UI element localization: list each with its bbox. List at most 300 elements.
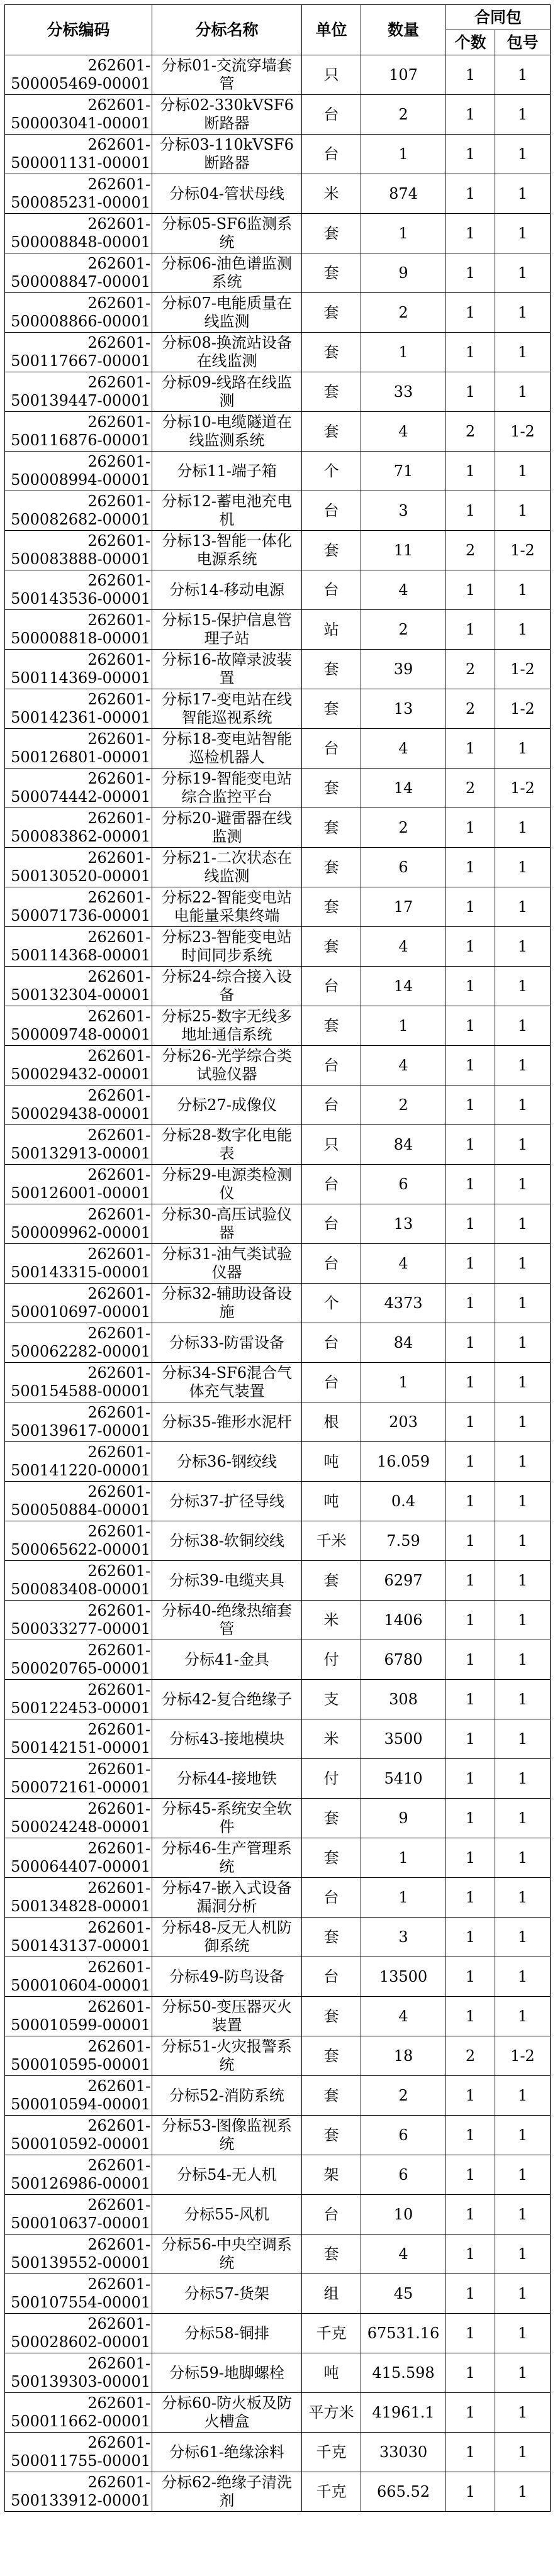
quantity-cell: 0.4 bbox=[361, 1482, 446, 1521]
quantity-cell: 39 bbox=[361, 650, 446, 689]
lot-code-suffix: 500008818-00001 bbox=[11, 630, 150, 647]
lot-code-suffix: 500071736-00001 bbox=[11, 907, 150, 924]
lot-code-suffix: 500085231-00001 bbox=[11, 194, 150, 211]
lot-code-prefix: 262601- bbox=[87, 2473, 150, 2491]
package-number-cell: 1 bbox=[495, 2274, 551, 2314]
lot-name-cell: 分标41-金具 bbox=[152, 1640, 302, 1680]
quantity-cell: 84 bbox=[361, 1323, 446, 1363]
package-count-cell: 1 bbox=[446, 372, 495, 412]
table-row bbox=[5, 1323, 551, 1363]
lot-code-prefix: 262601- bbox=[87, 2394, 150, 2412]
lot-code-prefix: 262601- bbox=[87, 1523, 150, 1540]
lot-code-cell bbox=[5, 887, 152, 927]
lot-code-suffix: 500139552-00001 bbox=[11, 2254, 150, 2272]
package-count-cell: 1 bbox=[446, 55, 495, 95]
lot-code-suffix: 500020765-00001 bbox=[11, 1660, 150, 1677]
lot-code-suffix: 500003041-00001 bbox=[11, 114, 150, 132]
package-count-cell: 2 bbox=[446, 2036, 495, 2076]
lot-name-cell: 分标43-接地模块 bbox=[152, 1719, 302, 1759]
unit-cell: 千克 bbox=[302, 2433, 361, 2472]
lot-code-cell bbox=[5, 1719, 152, 1759]
unit-cell: 台 bbox=[302, 729, 361, 769]
unit-cell: 台 bbox=[302, 1323, 361, 1363]
package-number-cell: 1 bbox=[495, 2195, 551, 2235]
lot-code-suffix: 500154588-00001 bbox=[11, 1382, 150, 1400]
unit-cell: 台 bbox=[302, 1363, 361, 1402]
package-count-cell: 1 bbox=[446, 1125, 495, 1165]
quantity-cell: 3500 bbox=[361, 1719, 446, 1759]
table-row bbox=[5, 1244, 551, 1284]
package-count-cell: 1 bbox=[446, 1244, 495, 1284]
package-count-cell: 1 bbox=[446, 848, 495, 887]
package-count-cell: 1 bbox=[446, 1284, 495, 1323]
lot-name-cell: 分标44-接地铁 bbox=[152, 1759, 302, 1799]
package-number-cell: 1 bbox=[495, 1521, 551, 1561]
lot-code-suffix: 500143137-00001 bbox=[11, 1937, 150, 1955]
unit-cell: 台 bbox=[302, 1244, 361, 1284]
lot-code-prefix: 262601- bbox=[87, 1364, 150, 1382]
lot-code-cell bbox=[5, 1997, 152, 2036]
package-count-cell: 1 bbox=[446, 2314, 495, 2353]
quantity-cell: 33030 bbox=[361, 2433, 446, 2472]
lot-code-prefix: 262601- bbox=[87, 294, 150, 312]
package-number-cell: 1 bbox=[495, 1640, 551, 1680]
unit-cell: 站 bbox=[302, 610, 361, 650]
lot-name-cell: 分标50-变压器灭火装置 bbox=[152, 1997, 302, 2036]
lot-table bbox=[4, 4, 551, 2512]
package-number-cell: 1 bbox=[495, 1918, 551, 1957]
lot-code-prefix: 262601- bbox=[87, 849, 150, 867]
lot-code-prefix: 262601- bbox=[87, 1166, 150, 1184]
lot-code-prefix: 262601- bbox=[87, 334, 150, 352]
lot-code-cell bbox=[5, 1838, 152, 1878]
unit-cell: 套 bbox=[302, 372, 361, 412]
lot-name-cell: 分标17-变电站在线智能巡视系统 bbox=[152, 689, 302, 729]
quantity-cell: 7.59 bbox=[361, 1521, 446, 1561]
lot-name-cell: 分标14-移动电源 bbox=[152, 570, 302, 610]
unit-cell: 套 bbox=[302, 769, 361, 808]
table-row bbox=[5, 1085, 551, 1125]
package-count-cell: 2 bbox=[446, 650, 495, 689]
package-count-cell: 1 bbox=[446, 1918, 495, 1957]
package-count-cell: 1 bbox=[446, 1799, 495, 1838]
unit-cell: 台 bbox=[302, 135, 361, 174]
package-count-cell: 1 bbox=[446, 1085, 495, 1125]
lot-name-cell: 分标30-高压试验仪器 bbox=[152, 1204, 302, 1244]
lot-name-cell: 分标22-智能变电站电能量采集终端 bbox=[152, 887, 302, 927]
package-number-cell: 1 bbox=[495, 135, 551, 174]
quantity-cell: 6780 bbox=[361, 1640, 446, 1680]
quantity-cell: 1 bbox=[361, 1363, 446, 1402]
package-number-cell: 1-2 bbox=[495, 769, 551, 808]
quantity-cell: 33 bbox=[361, 372, 446, 412]
package-count-cell: 1 bbox=[446, 1323, 495, 1363]
lot-code-cell bbox=[5, 769, 152, 808]
package-number-cell: 1 bbox=[495, 729, 551, 769]
table-row bbox=[5, 967, 551, 1006]
package-count-cell: 1 bbox=[446, 95, 495, 135]
lot-code-suffix: 500008866-00001 bbox=[11, 313, 150, 330]
lot-code-prefix: 262601- bbox=[87, 96, 150, 114]
lot-code-suffix: 500117667-00001 bbox=[11, 352, 150, 370]
unit-cell: 只 bbox=[302, 55, 361, 95]
table-row bbox=[5, 2116, 551, 2155]
package-count-cell: 1 bbox=[446, 2274, 495, 2314]
package-count-cell: 2 bbox=[446, 412, 495, 452]
unit-cell: 付 bbox=[302, 1640, 361, 1680]
package-number-cell: 1 bbox=[495, 1402, 551, 1442]
package-number-cell: 1 bbox=[495, 927, 551, 967]
lot-code-prefix: 262601- bbox=[87, 928, 150, 946]
package-count-cell: 1 bbox=[446, 1561, 495, 1601]
package-count-cell: 1 bbox=[446, 2195, 495, 2235]
quantity-cell: 6 bbox=[361, 1165, 446, 1204]
lot-code-prefix: 262601- bbox=[87, 2355, 150, 2372]
lot-name-cell: 分标11-端子箱 bbox=[152, 452, 302, 491]
lot-code-suffix: 500126801-00001 bbox=[11, 748, 150, 766]
lot-code-prefix: 262601- bbox=[87, 175, 150, 193]
table-row bbox=[5, 1521, 551, 1561]
unit-cell: 个 bbox=[302, 452, 361, 491]
lot-name-cell: 分标02-330kVSF6断路器 bbox=[152, 95, 302, 135]
lot-code-suffix: 500029438-00001 bbox=[11, 1105, 150, 1123]
package-count-cell: 1 bbox=[446, 2353, 495, 2393]
package-count-cell: 1 bbox=[446, 1165, 495, 1204]
quantity-cell: 4 bbox=[361, 2235, 446, 2274]
lot-code-cell bbox=[5, 1918, 152, 1957]
package-number-cell: 1 bbox=[495, 2433, 551, 2472]
table-row bbox=[5, 650, 551, 689]
unit-cell: 台 bbox=[302, 967, 361, 1006]
package-number-cell: 1 bbox=[495, 253, 551, 293]
lot-name-cell: 分标05-SF6监测系统 bbox=[152, 214, 302, 253]
lot-code-prefix: 262601- bbox=[87, 532, 150, 550]
lot-code-suffix: 500074442-00001 bbox=[11, 788, 150, 806]
quantity-cell: 4 bbox=[361, 570, 446, 610]
table-row bbox=[5, 2433, 551, 2472]
lot-name-cell: 分标31-油气类试验仪器 bbox=[152, 1244, 302, 1284]
package-count-cell: 1 bbox=[446, 1680, 495, 1719]
lot-code-cell bbox=[5, 2116, 152, 2155]
package-number-cell: 1 bbox=[495, 333, 551, 372]
table-row bbox=[5, 1165, 551, 1204]
quantity-cell: 665.52 bbox=[361, 2472, 446, 2512]
lot-code-cell bbox=[5, 1125, 152, 1165]
quantity-cell: 1 bbox=[361, 1006, 446, 1046]
lot-code-suffix: 500143315-00001 bbox=[11, 1263, 150, 1281]
package-count-cell: 1 bbox=[446, 2116, 495, 2155]
lot-code-cell bbox=[5, 1640, 152, 1680]
lot-code-cell bbox=[5, 1402, 152, 1442]
lot-code-cell bbox=[5, 1085, 152, 1125]
lot-code-cell bbox=[5, 293, 152, 333]
unit-cell: 只 bbox=[302, 1125, 361, 1165]
lot-code-cell bbox=[5, 2314, 152, 2353]
table-row bbox=[5, 1640, 551, 1680]
lot-code-cell bbox=[5, 1046, 152, 1085]
lot-code-prefix: 262601- bbox=[87, 1879, 150, 1897]
quantity-cell: 13 bbox=[361, 689, 446, 729]
lot-code-prefix: 262601- bbox=[87, 374, 150, 391]
lot-code-prefix: 262601- bbox=[87, 1404, 150, 1421]
package-number-cell: 1 bbox=[495, 1284, 551, 1323]
lot-code-cell bbox=[5, 531, 152, 570]
lot-name-cell: 分标47-嵌入式设备漏洞分析 bbox=[152, 1878, 302, 1918]
table-row bbox=[5, 1442, 551, 1482]
table-row bbox=[5, 2274, 551, 2314]
table-row bbox=[5, 174, 551, 214]
package-count-cell: 1 bbox=[446, 729, 495, 769]
package-count-cell: 1 bbox=[446, 2393, 495, 2433]
package-number-cell: 1 bbox=[495, 1561, 551, 1601]
lot-code-suffix: 500033277-00001 bbox=[11, 1620, 150, 1638]
lot-name-cell: 分标16-故障录波装置 bbox=[152, 650, 302, 689]
table-row bbox=[5, 2155, 551, 2195]
table-row bbox=[5, 412, 551, 452]
package-count-cell: 1 bbox=[446, 1442, 495, 1482]
quantity-cell: 107 bbox=[361, 55, 446, 95]
package-number-cell: 1-2 bbox=[495, 650, 551, 689]
lot-code-cell bbox=[5, 253, 152, 293]
unit-cell: 台 bbox=[302, 1165, 361, 1204]
package-number-cell: 1 bbox=[495, 491, 551, 531]
lot-code-prefix: 262601- bbox=[87, 2117, 150, 2135]
lot-code-suffix: 500001131-00001 bbox=[11, 154, 150, 172]
lot-code-prefix: 262601- bbox=[87, 1721, 150, 1738]
lot-code-cell bbox=[5, 412, 152, 452]
lot-code-cell bbox=[5, 848, 152, 887]
package-count-cell: 1 bbox=[446, 2235, 495, 2274]
package-number-cell: 1 bbox=[495, 2235, 551, 2274]
package-count-cell: 1 bbox=[446, 2155, 495, 2195]
unit-cell: 吨 bbox=[302, 1442, 361, 1482]
lot-code-cell bbox=[5, 174, 152, 214]
lot-code-cell bbox=[5, 2076, 152, 2116]
package-number-cell: 1 bbox=[495, 2155, 551, 2195]
table-row bbox=[5, 2195, 551, 2235]
table-row bbox=[5, 2314, 551, 2353]
lot-code-cell bbox=[5, 650, 152, 689]
table-header bbox=[5, 5, 551, 55]
lot-code-suffix: 500083862-00001 bbox=[11, 828, 150, 845]
lot-name-cell: 分标26-光学综合类试验仪器 bbox=[152, 1046, 302, 1085]
unit-cell: 套 bbox=[302, 2076, 361, 2116]
unit-cell: 吨 bbox=[302, 1482, 361, 1521]
table-row bbox=[5, 1878, 551, 1918]
package-count-cell: 1 bbox=[446, 570, 495, 610]
table-row bbox=[5, 1719, 551, 1759]
lot-code-suffix: 500011662-00001 bbox=[11, 2412, 150, 2430]
lot-name-cell: 分标04-管状母线 bbox=[152, 174, 302, 214]
table-row bbox=[5, 769, 551, 808]
lot-code-prefix: 262601- bbox=[87, 651, 150, 669]
lot-code-suffix: 500008994-00001 bbox=[11, 471, 150, 489]
lot-code-cell bbox=[5, 1680, 152, 1719]
table-row bbox=[5, 1204, 551, 1244]
lot-code-prefix: 262601- bbox=[87, 136, 150, 153]
lot-name-cell: 分标28-数字化电能表 bbox=[152, 1125, 302, 1165]
unit-cell: 套 bbox=[302, 253, 361, 293]
lot-code-cell bbox=[5, 2433, 152, 2472]
lot-code-cell bbox=[5, 2353, 152, 2393]
lot-name-cell: 分标38-软铜绞线 bbox=[152, 1521, 302, 1561]
package-number-cell: 1 bbox=[495, 1046, 551, 1085]
lot-name-cell: 分标33-防雷设备 bbox=[152, 1323, 302, 1363]
package-number-cell: 1 bbox=[495, 2472, 551, 2512]
package-count-cell: 1 bbox=[446, 1046, 495, 1085]
table-row bbox=[5, 55, 551, 95]
package-number-cell: 1 bbox=[495, 1838, 551, 1878]
quantity-cell: 18 bbox=[361, 2036, 446, 2076]
lot-code-cell bbox=[5, 689, 152, 729]
table-row bbox=[5, 1561, 551, 1601]
lot-code-suffix: 500139447-00001 bbox=[11, 392, 150, 409]
quantity-cell: 11 bbox=[361, 531, 446, 570]
unit-cell: 米 bbox=[302, 1601, 361, 1640]
table-row bbox=[5, 95, 551, 135]
table-row bbox=[5, 1402, 551, 1442]
lot-name-cell: 分标08-换流站设备在线监测 bbox=[152, 333, 302, 372]
header-quantity: 数量 bbox=[361, 5, 446, 55]
table-row bbox=[5, 531, 551, 570]
quantity-cell: 13500 bbox=[361, 1957, 446, 1997]
lot-code-prefix: 262601- bbox=[87, 1324, 150, 1342]
table-row bbox=[5, 2036, 551, 2076]
unit-cell: 台 bbox=[302, 1957, 361, 1997]
package-count-cell: 1 bbox=[446, 1402, 495, 1442]
table-row bbox=[5, 729, 551, 769]
lot-code-suffix: 500114368-00001 bbox=[11, 947, 150, 964]
lot-name-cell: 分标18-变电站智能巡检机器人 bbox=[152, 729, 302, 769]
unit-cell: 套 bbox=[302, 1918, 361, 1957]
lot-code-cell bbox=[5, 214, 152, 253]
lot-code-cell bbox=[5, 570, 152, 610]
lot-code-prefix: 262601- bbox=[87, 1206, 150, 1223]
lot-code-prefix: 262601- bbox=[87, 2236, 150, 2253]
unit-cell: 米 bbox=[302, 174, 361, 214]
lot-code-cell bbox=[5, 2274, 152, 2314]
unit-cell: 套 bbox=[302, 1997, 361, 2036]
lot-code-suffix: 500010592-00001 bbox=[11, 2135, 150, 2153]
package-number-cell: 1 bbox=[495, 1997, 551, 2036]
unit-cell: 个 bbox=[302, 1284, 361, 1323]
lot-code-prefix: 262601- bbox=[87, 1681, 150, 1699]
lot-name-cell: 分标25-数字无线多地址通信系统 bbox=[152, 1006, 302, 1046]
lot-code-cell bbox=[5, 2155, 152, 2195]
quantity-cell: 10 bbox=[361, 2195, 446, 2235]
lot-code-prefix: 262601- bbox=[87, 1800, 150, 1818]
unit-cell: 千克 bbox=[302, 2472, 361, 2512]
unit-cell: 台 bbox=[302, 95, 361, 135]
quantity-cell: 14 bbox=[361, 967, 446, 1006]
lot-name-cell: 分标27-成像仪 bbox=[152, 1085, 302, 1125]
package-count-cell: 1 bbox=[446, 1719, 495, 1759]
lot-code-cell bbox=[5, 1521, 152, 1561]
lot-code-cell bbox=[5, 95, 152, 135]
quantity-cell: 3 bbox=[361, 1918, 446, 1957]
package-number-cell: 1 bbox=[495, 1085, 551, 1125]
table-body bbox=[5, 55, 551, 2512]
header-unit: 单位 bbox=[302, 5, 361, 55]
package-count-cell: 1 bbox=[446, 1759, 495, 1799]
package-number-cell: 1 bbox=[495, 1244, 551, 1284]
lot-code-prefix: 262601- bbox=[87, 770, 150, 787]
lot-code-cell bbox=[5, 1204, 152, 1244]
lot-name-cell: 分标49-防鸟设备 bbox=[152, 1957, 302, 1997]
lot-code-suffix: 500083408-00001 bbox=[11, 1580, 150, 1598]
lot-name-cell: 分标09-线路在线监测 bbox=[152, 372, 302, 412]
lot-code-suffix: 500133912-00001 bbox=[11, 2492, 150, 2509]
lot-code-prefix: 262601- bbox=[87, 2077, 150, 2095]
unit-cell: 支 bbox=[302, 1680, 361, 1719]
lot-code-suffix: 500122453-00001 bbox=[11, 1699, 150, 1717]
package-number-cell: 1 bbox=[495, 610, 551, 650]
lot-name-cell: 分标29-电源类检测仪 bbox=[152, 1165, 302, 1204]
package-count-cell: 1 bbox=[446, 1878, 495, 1918]
package-count-cell: 1 bbox=[446, 610, 495, 650]
package-number-cell: 1-2 bbox=[495, 531, 551, 570]
lot-code-cell bbox=[5, 1957, 152, 1997]
unit-cell: 台 bbox=[302, 1878, 361, 1918]
table-row bbox=[5, 1838, 551, 1878]
lot-name-cell: 分标23-智能变电站时间同步系统 bbox=[152, 927, 302, 967]
lot-name-cell: 分标54-无人机 bbox=[152, 2155, 302, 2195]
unit-cell: 套 bbox=[302, 1006, 361, 1046]
package-count-cell: 1 bbox=[446, 1957, 495, 1997]
package-number-cell: 1 bbox=[495, 293, 551, 333]
package-count-cell: 1 bbox=[446, 1997, 495, 2036]
table-row bbox=[5, 1997, 551, 2036]
lot-name-cell: 分标07-电能质量在线监测 bbox=[152, 293, 302, 333]
lot-code-suffix: 500126001-00001 bbox=[11, 1184, 150, 1202]
lot-code-suffix: 500139303-00001 bbox=[11, 2373, 150, 2390]
lot-code-cell bbox=[5, 1442, 152, 1482]
unit-cell: 千米 bbox=[302, 1521, 361, 1561]
package-number-cell: 1 bbox=[495, 1125, 551, 1165]
quantity-cell: 1 bbox=[361, 135, 446, 174]
table-row bbox=[5, 1482, 551, 1521]
table-row bbox=[5, 887, 551, 927]
lot-name-cell: 分标37-扩径导线 bbox=[152, 1482, 302, 1521]
lot-name-cell: 分标03-110kVSF6断路器 bbox=[152, 135, 302, 174]
package-count-cell: 1 bbox=[446, 2076, 495, 2116]
lot-code-suffix: 500005469-00001 bbox=[11, 75, 150, 92]
table-row bbox=[5, 2353, 551, 2393]
quantity-cell: 1 bbox=[361, 1878, 446, 1918]
quantity-cell: 415.598 bbox=[361, 2353, 446, 2393]
lot-code-suffix: 500024248-00001 bbox=[11, 1818, 150, 1836]
unit-cell: 套 bbox=[302, 214, 361, 253]
lot-code-cell bbox=[5, 1244, 152, 1284]
lot-code-suffix: 500114369-00001 bbox=[11, 669, 150, 687]
unit-cell: 台 bbox=[302, 2195, 361, 2235]
package-number-cell: 1-2 bbox=[495, 2036, 551, 2076]
package-number-cell: 1 bbox=[495, 570, 551, 610]
package-count-cell: 1 bbox=[446, 927, 495, 967]
quantity-cell: 45 bbox=[361, 2274, 446, 2314]
unit-cell: 台 bbox=[302, 570, 361, 610]
lot-name-cell: 分标45-系统安全软件 bbox=[152, 1799, 302, 1838]
lot-code-suffix: 500116876-00001 bbox=[11, 431, 150, 449]
package-number-cell: 1 bbox=[495, 1759, 551, 1799]
lot-code-cell bbox=[5, 1759, 152, 1799]
unit-cell: 套 bbox=[302, 1799, 361, 1838]
lot-code-cell bbox=[5, 2036, 152, 2076]
lot-name-cell: 分标42-复合绝缘子 bbox=[152, 1680, 302, 1719]
package-count-cell: 1 bbox=[446, 333, 495, 372]
package-number-cell: 1 bbox=[495, 1323, 551, 1363]
quantity-cell: 67531.16 bbox=[361, 2314, 446, 2353]
